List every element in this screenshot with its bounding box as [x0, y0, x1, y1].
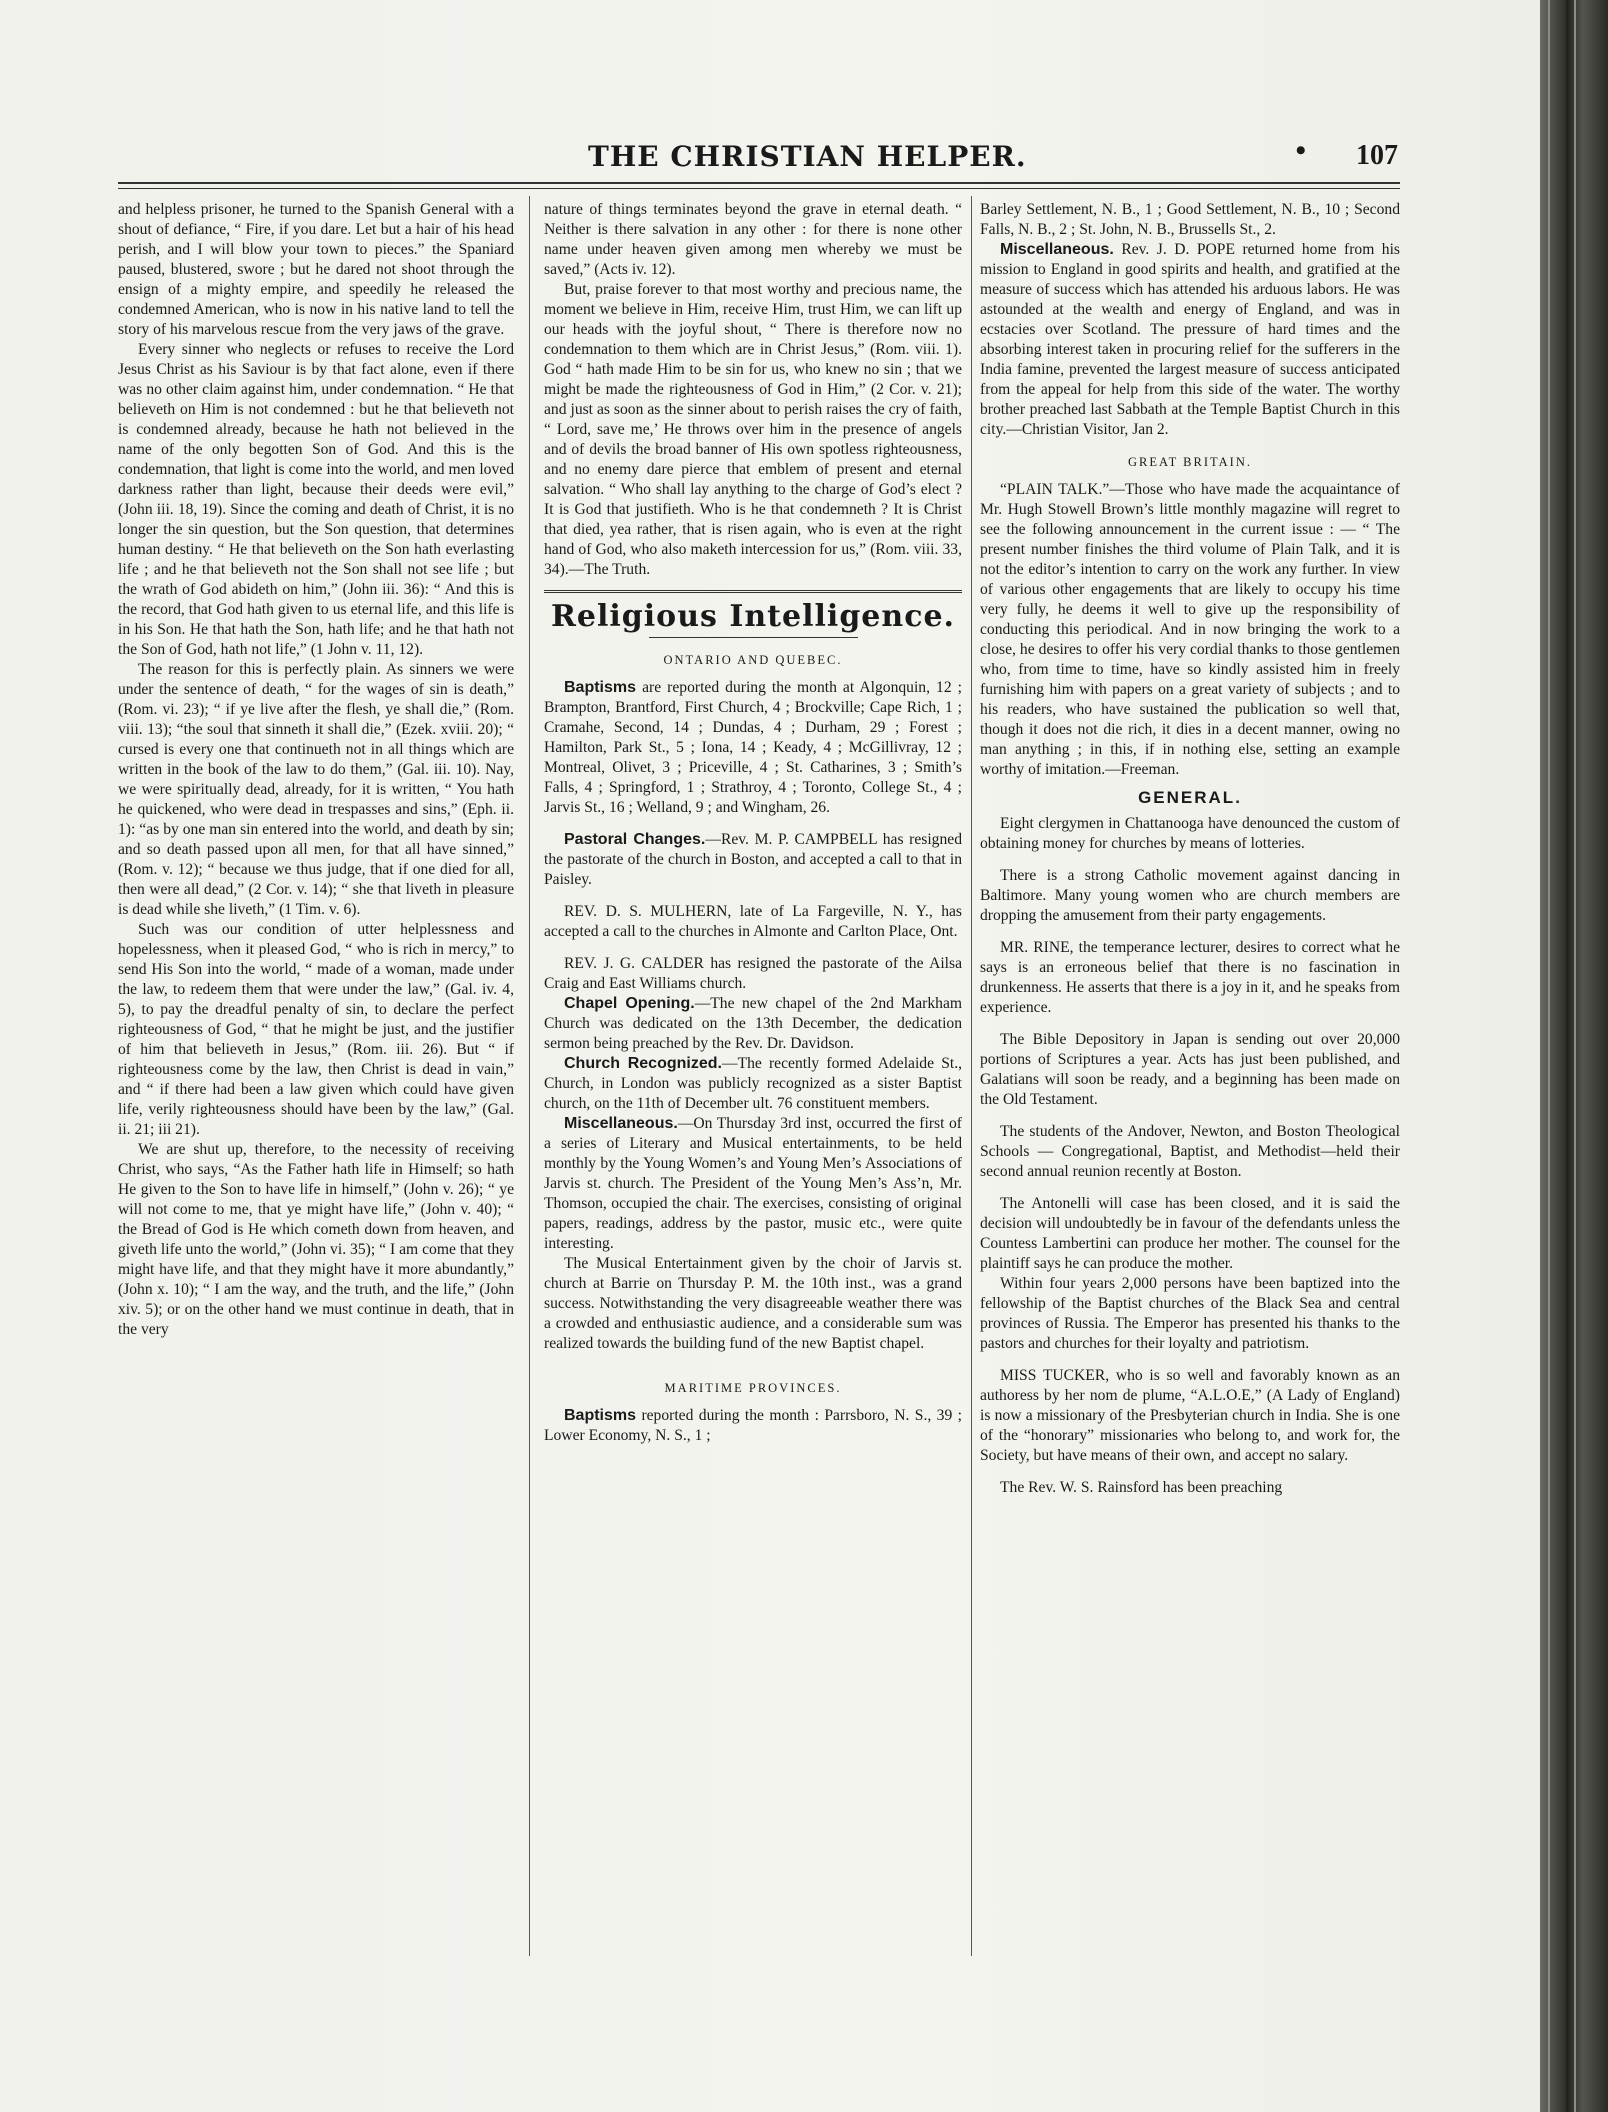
paragraph: Such was our condition of utter helplessness and hopelessness, when it pleased God, “ who is rich in mercy,” to send His Son into the world, “ made of a woman, made under the law, to redeem them that were under the law,” (Gal. iv. 4, 5), to pay the dreadful penalty of sin, to declare the perfect righteousness of God, “ that he might be just, and the justifier of him that believeth in Jesus,” (Rom. iii. 26). But “ if righteousness come by the law, then Christ is dead in vain,” and “ if there had been a law given which could have given life, verily righteousness should have been by the law,” (Gal. ii. 21; iii 21).	[118, 921, 514, 1138]
news-text: —Rev. M. P. CAMPBELL has resigned the pastorate of the church in Boston, and accepted a call to that in Paisley.	[544, 831, 962, 888]
news-baptisms	[544, 678, 962, 818]
lead-misc: Miscellaneous.	[1000, 241, 1114, 258]
news-item: Eight clergymen in Chattanooga have denounced the custom of obtaining money for churches by means of lotteries.	[980, 815, 1400, 852]
news-text: reported during the month : Parrsboro, N. S., 39 ; Lower Economy, N. S., 1 ;	[544, 1407, 962, 1444]
paragraph: nature of things terminates beyond the grave in eternal death. “ Neither is there salvation in any other : for there is none other name under heaven given among men whereby we must be saved,” (Acts iv. 12).	[544, 201, 962, 278]
book-spine	[1566, 0, 1608, 2112]
news-calder: REV. J. G. CALDER has resigned the pastorate of the Ailsa Craig and East Williams church.	[544, 955, 962, 992]
lead-chapel: Chapel Opening.	[564, 995, 695, 1012]
news-plain-talk: “PLAIN TALK.”—Those who have made the acquaintance of Mr. Hugh Stowell Brown’s little monthly magazine will regret to see the following announcement in the current issue : — “ The present number finishes the third volume of Plain Talk, and it is not the editor’s intention to carry on the work any further. In view of various other engagements that are likely to occupy his time very fully, he deems it well to give up the responsibility of conducting this periodical. And in now bringing the work to a close, he desires to offer his very cordial thanks to those gentlemen who, from time to time, have so kindly assisted him in freely furnishing him with papers on a great variety of subjects ; and to his readers, who have sustained the publication so well that, though it does not die rich, it dies in a decent manner, owing no man anything ; in this, if in nothing else, setting an example worthy of imitation.—Freeman.	[980, 481, 1400, 778]
column-divider	[529, 196, 530, 1956]
section-rule	[544, 590, 962, 593]
subhead-ontario: ONTARIO AND QUEBEC.	[663, 653, 843, 667]
title-underline	[649, 637, 858, 638]
news-item: MR. RINE, the temperance lecturer, desires to correct what he says is an erroneous belief that there is no fascination in drunkenness. He asserts that there is a joy in it, and he speaks from experience.	[980, 939, 1400, 1016]
column-1	[118, 200, 514, 1340]
paragraph: and helpless prisoner, he turned to the Spanish General with a shout of defiance, “ Fire, if you dare. Let but a hair of his head perish, and I will blow your town to pieces.” the Spaniard paused, blustered, swore ; but he dared not shoot through the ensign of a mighty empire, and speedily he released the condemned American, who is now in his native land to tell the story of his marvelous rescue from the very jaws of the grave.	[118, 201, 514, 338]
news-chapel	[544, 994, 962, 1054]
news-item: The Bible Depository in Japan is sending out over 20,000 portions of Scriptures a year. Acts has just been published, and Galatians will soon be ready, and a beginning has been made on the Old Testament.	[980, 1031, 1400, 1108]
lead-pastoral: Pastoral Changes.	[564, 831, 706, 848]
column-3	[980, 200, 1400, 1498]
paragraph: We are shut up, therefore, to the necessity of receiving Christ, who says, “As the Father hath life in Himself; so hath He given to the Son to have life in himself,” (John v. 26); “ ye will not come to me, that ye might have life,” (John v. 40); “ the Bread of God is He which cometh down from heaven, and giveth life unto the world,” (John vi. 35); “ I am come that they might have life, and that they might have it more abundantly,” (John x. 10); “ I am the way, and the truth, and the life,” (John xiv. 5); or on the other hand we must continue in death, that in the very	[118, 1141, 514, 1338]
header-rule-thin	[118, 188, 1400, 189]
lead-maritime: Baptisms	[564, 1407, 637, 1424]
header-dot: •	[1295, 134, 1306, 167]
section-title: Religious Intelligence.	[551, 599, 955, 634]
news-church	[544, 1054, 962, 1114]
news-item: The Antonelli will case has been closed, and it is said the decision will undoubtedly be in favour of the defendants unless the Countess Lambertini can produce her mother. The counsel for the plaintiff says he can produce the mother.	[980, 1195, 1400, 1272]
header-rule	[118, 182, 1400, 184]
news-item: There is a strong Catholic movement against dancing in Baltimore. Many young women who are church members are dropping the amusement from their party engagements.	[980, 867, 1400, 924]
news-text: —The recently formed Adelaide St., Church, in London was publicly recognized as a sister Baptist church, on the 11th of December ult. 76 constituent members.	[544, 1055, 962, 1112]
news-misc	[544, 1114, 962, 1254]
subhead-great-britain: GREAT BRITAIN.	[1128, 455, 1252, 469]
news-item: MISS TUCKER, who is so well and favorably known as an authoress by her nom de plume, “A.L.O.E,” (A Lady of England) is now a missionary of the Presbyterian church in India. She is one of the “honorary” missionaries who belong to, and work for, the Society, but have means of their own, and accept no salary.	[980, 1367, 1400, 1464]
subhead-maritime: MARITIME PROVINCES.	[664, 1381, 842, 1395]
news-item: Within four years 2,000 persons have been baptized into the fellowship of the Baptist churches of the Black Sea and central provinces of Russia. The Emperor has presented his thanks to the pastors and churches for their loyalty and patriotism.	[980, 1275, 1400, 1352]
news-text: Rev. J. D. POPE returned home from his mission to England in good spirits and health, and gratified at the measure of success which has attended his arduous labors. He was astounded at the wealth and energy of England, and was in ecstacies over Scotland. The pressure of hard times and the absorbing interest taken in procuring relief for the sufferers in the India famine, prevented the largest measure of success anticipated from the appeal for help from this side of the water. The worthy brother preached last Sabbath at the Temple Baptist Church in this city.—Christian Visitor, Jan 2.	[980, 241, 1400, 438]
news-pastoral	[544, 830, 962, 890]
news-item: The students of the Andover, Newton, and Boston Theological Schools — Congregational, Baptist, and Methodist—held their second annual reunion recently at Boston.	[980, 1123, 1400, 1180]
news-text: —The new chapel of the 2nd Markham Church was dedicated on the 13th December, the dedication sermon being preached by the Rev. Dr. Davidson.	[544, 995, 963, 1052]
news-misc-pope	[980, 240, 1400, 440]
news-barley: Barley Settlement, N. B., 1 ; Good Settlement, N. B., 10 ; Second Falls, N. B., 2 ; St. John, N. B., Brussells St., 2.	[980, 201, 1400, 238]
news-text: —On Thursday 3rd inst, occurred the first of a series of Literary and Musical entertainments, to be held monthly by the Young Women’s and Young Men’s Associations of Jarvis st. church. The President of the Young Men’s Ass’n, Mr. Thomson, occupied the chair. The exercises, consisting of original papers, readings, address by the pastor, music etc., were quite interesting.	[544, 1115, 962, 1252]
news-musical: The Musical Entertainment given by the choir of Jarvis st. church at Barrie on Thursday P. M. the 10th inst., was a grand success. Notwithstanding the very disagreeable weather there was a crowded and enthusiastic audience, and a considerable sum was realized towards the building fund of the new Baptist chapel.	[544, 1255, 962, 1352]
page-number: 107	[1356, 140, 1398, 171]
running-header	[118, 134, 1398, 180]
news-text: are reported during the month at Algonquin, 12 ; Brampton, Brantford, First Church, 4 ; Brockville; Cape Rich, 1 ; Cramahe, Second, 14 ; Dundas, 4 ; Durham, 29 ; Forest ; Hamilton, Park St., 5 ; Iona, 14 ; Keady, 4 ; McGillivray, 12 ; Montreal, Olivet, 3 ; Priceville, 4 ; St. Catharines, 3 ; Smith’s Falls, 4 ; Springford, 1 ; Strathroy, 4 ; Toronto, College St., 4 ; Jarvis St., 16 ; Welland, 9 ; and Wingham, 26.	[544, 679, 963, 816]
column-2	[544, 200, 962, 1446]
subhead-general: GENERAL.	[1138, 788, 1242, 807]
news-maritime	[544, 1406, 962, 1446]
column-divider	[971, 196, 972, 1956]
news-mulhern: REV. D. S. MULHERN, late of La Fargeville, N. Y., has accepted a call to the churches in Almonte and Carlton Place, Ont.	[544, 903, 962, 940]
lead-baptisms: Baptisms	[564, 679, 637, 696]
paragraph: But, praise forever to that most worthy and precious name, the moment we believe in Him, receive Him, trust Him, we can lift up our heads with the joyful shout, “ There is therefore now no condemnation to them which are in Christ Jesus,” (Rom. viii. 1). God “ hath made Him to be sin for us, who knew no sin ; that we might be made the righteousness of God in Him,” (2 Cor. v. 21); and just as soon as the sinner about to perish raises the cry of faith, “ Lord, save me,’ He throws over him in the presence of angels and of devils the broad banner of His own spotless righteousness, and no enemy dare pierce that emblem of present and eternal salvation. “ Who shall lay anything to the charge of God’s elect ? It is God that justifieth. Who is he that condemneth ? It is Christ that died, yea rather, that is risen again, who is even at the right hand of God, who also maketh intercession for us,” (Rom. viii. 33, 34).—The Truth.	[544, 281, 962, 578]
lead-misc: Miscellaneous.	[564, 1115, 678, 1132]
journal-title: THE CHRISTIAN HELPER.	[588, 140, 1027, 173]
lead-church: Church Recognized.	[564, 1055, 722, 1072]
news-item: The Rev. W. S. Rainsford has been preaching	[1000, 1479, 1283, 1496]
page-edge-line	[1548, 0, 1550, 2112]
page-edge-line	[1574, 0, 1576, 2112]
book-gutter	[1540, 0, 1566, 2112]
paragraph: Every sinner who neglects or refuses to receive the Lord Jesus Christ as his Saviour is by that fact alone, even if there was no other claim against him, under condemnation. “ He that believeth on Him is not condemned : but he that believeth not is condemned already, because he hath not believed in the name of the only begotten Son of God. And this is the condemnation, that light is come into the world, and men loved darkness rather than light, because their deeds were evil,” (John iii. 18, 19). Since the coming and death of Christ, it is no longer the sin question, but the Son question, that determines human destiny. “ He that believeth on the Son hath everlasting life ; and he that believeth not the Son shall not see life ; but the wrath of God abideth on him,” (John iii. 36): “ And this is the record, that God hath given to us eternal life, and this life is in his Son. He that hath the Son, hath life; and he that hath not the Son of God, hath not life,” (1 John v. 11, 12).	[118, 341, 514, 658]
paragraph: The reason for this is perfectly plain. As sinners we were under the sentence of death, “ for the wages of sin is death,” (Rom. vi. 23); “ if ye live after the flesh, ye shall die,” (Rom. viii. 13); “the soul that sinneth it shall die,” (Ezek. xviii. 20); “ cursed is every one that continueth not in all things which are written in the book of the law to do them,” (Gal. iii. 10). Nay, we were spiritually dead, already, for it is written, “ You hath he quickened, who were dead in trespasses and sins,” (Eph. ii. 1): “as by one man sin entered into the world, and death by sin; and so death passed upon all men, for that all have sinned,” (Rom. v. 12); “ because we thus judge, that if one died for all, then were all dead,” (2 Cor. v. 14); “ she that liveth in pleasure is dead while she liveth,” (1 Tim. v. 6).	[118, 661, 514, 918]
